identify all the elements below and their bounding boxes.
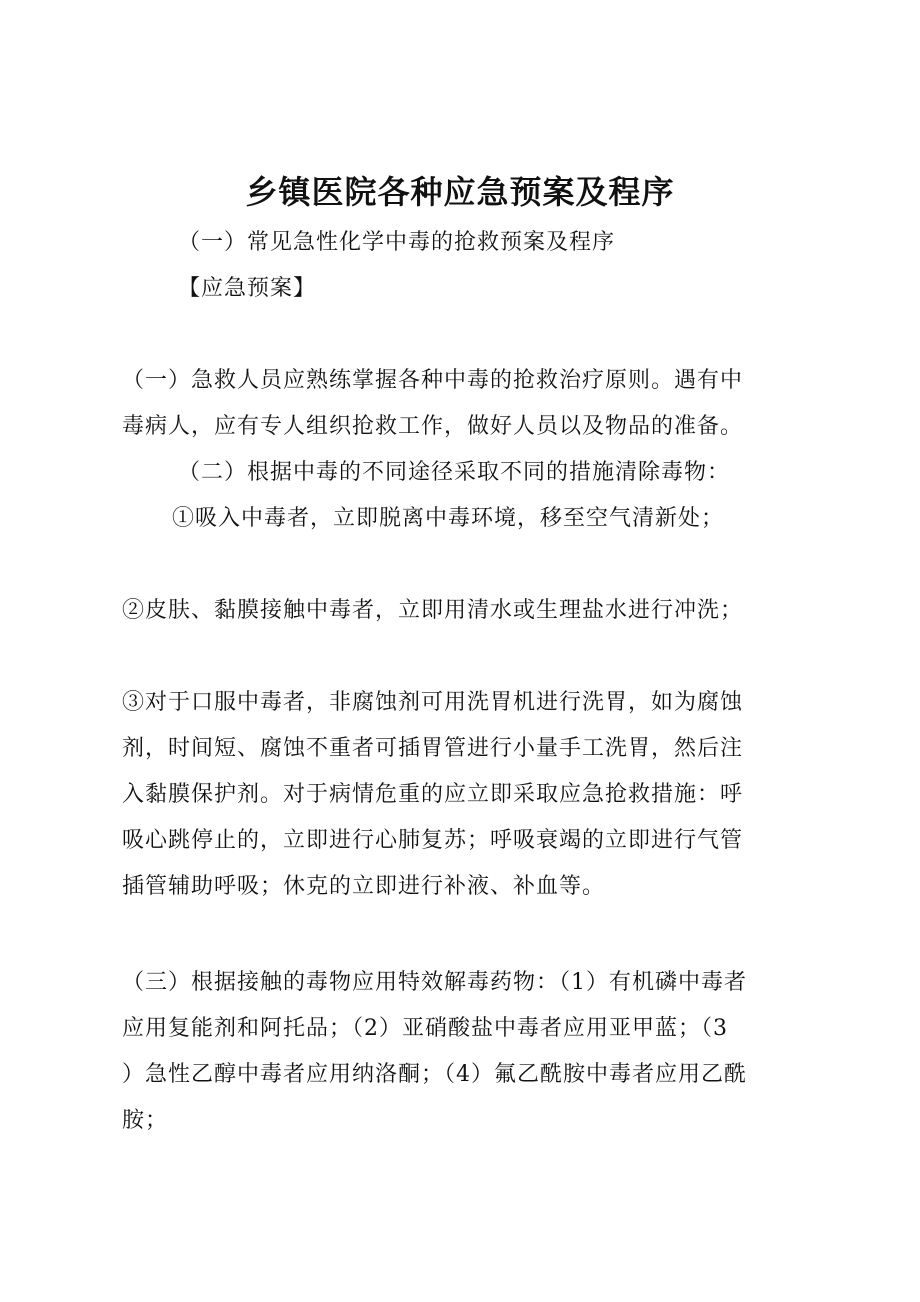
list-item-oral-line-4: 吸心跳停止的，立即进行心肺复苏；呼吸衰竭的立即进行气管 <box>122 828 744 853</box>
subheading-emergency-plan: 【应急预案】 <box>178 276 317 301</box>
paragraph-1-line-2: 毒病人，应有专人组织抢救工作，做好人员以及物品的准备。 <box>122 414 744 439</box>
paragraph-1-line-1: （一）急救人员应熟练掌握各种中毒的抢救治疗原则。遇有中 <box>122 368 744 393</box>
document-title: 乡镇医院各种应急预案及程序 <box>245 173 675 211</box>
paragraph-3-line-4: 胺； <box>122 1108 169 1133</box>
paragraph-3-line-2: 应用复能剂和阿托品；（2）亚硝酸盐中毒者应用亚甲蓝；（3 <box>122 1016 728 1041</box>
list-item-oral-line-5: 插管辅助呼吸；休克的立即进行补液、补血等。 <box>122 874 606 899</box>
list-item-inhalation: ①吸入中毒者，立即脱离中毒环境，移至空气清新处； <box>172 506 725 531</box>
list-item-oral-line-3: 入黏膜保护剂。对于病情危重的应立即采取应急抢救措施：呼 <box>122 782 744 807</box>
list-item-oral-line-2: 剂，时间短、腐蚀不重者可插胃管进行小量手工洗胃，然后注 <box>122 736 744 761</box>
list-item-skin-contact: ②皮肤、黏膜接触中毒者，立即用清水或生理盐水进行冲洗； <box>122 598 744 623</box>
section-heading: （一）常见急性化学中毒的抢救预案及程序 <box>178 230 616 255</box>
list-item-oral-line-1: ③对于口服中毒者，非腐蚀剂可用洗胃机进行洗胃，如为腐蚀 <box>122 690 744 715</box>
paragraph-2: （二）根据中毒的不同途径采取不同的措施清除毒物： <box>178 460 731 485</box>
paragraph-3-line-1: （三）根据接触的毒物应用特效解毒药物：（1）有机磷中毒者 <box>122 970 747 995</box>
paragraph-3-line-3: ）急性乙醇中毒者应用纳洛酮；（4）氟乙酰胺中毒者应用乙酰 <box>122 1062 747 1087</box>
